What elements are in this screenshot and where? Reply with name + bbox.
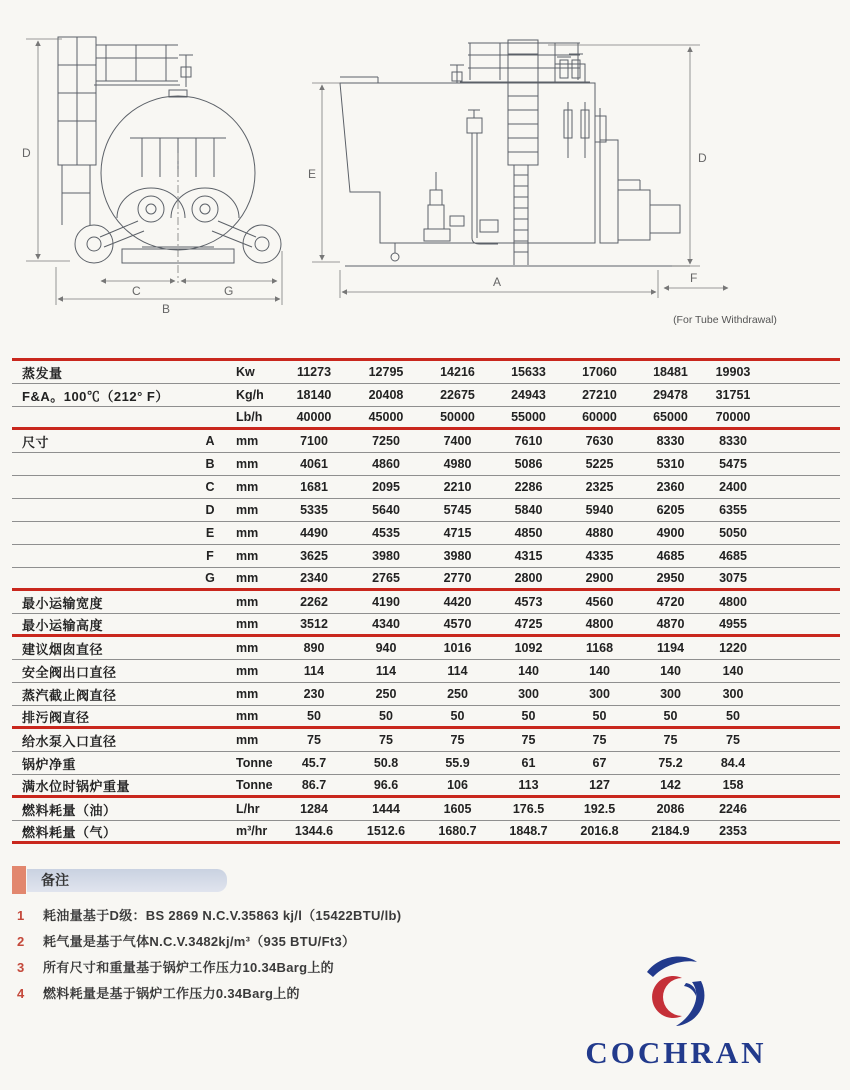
cell-value: 4850 [514,526,543,540]
cell-unit: L/hr [236,802,260,816]
cell-value: 2184.9 [651,824,690,838]
logo-red-crescent [652,976,682,1018]
cell-value: 176.5 [512,802,545,816]
cell-value: 2095 [372,480,400,494]
table-row [12,729,840,752]
cell-value: 67 [592,756,607,770]
cell-label: 蒸发量 [22,365,63,381]
cell-label: 尺寸 [22,434,50,450]
dim-label-b: B [162,302,171,316]
cell-value: 31751 [715,388,751,402]
note-number: 2 [17,934,25,949]
cell-value: 7630 [585,434,614,448]
note-number: 3 [17,960,25,975]
cell-value: 140 [518,664,539,678]
cell-value: 7100 [300,434,328,448]
shell-outline [340,77,595,243]
tube-withdrawal-caption: (For Tube Withdrawal) [673,314,777,326]
top-valve [179,55,193,87]
cell-value: 50 [307,709,321,723]
table-row [12,430,840,453]
cell-unit: Kg/h [236,388,264,402]
cell-value: 2765 [372,571,400,585]
cell-value: 1220 [719,641,747,655]
cell-value: 75.2 [658,756,683,770]
table-row [12,407,840,430]
cell-unit: Tonne [236,756,273,770]
cell-value: 4340 [372,617,400,631]
specification-table [12,358,840,844]
cell-label: 给水泵入口直径 [22,733,117,749]
cell-value: 127 [589,778,610,792]
cell-value: 29478 [653,388,688,402]
spec-table-body [12,361,840,844]
cell-value: 113 [518,778,539,792]
cell-value: 12795 [368,365,404,379]
note-item [12,931,652,949]
cell-value: 300 [589,687,610,701]
cell-unit: mm [236,503,259,517]
cell-value: 50.8 [373,756,399,770]
cell-label: 燃料耗量（油） [22,802,117,818]
cell-value: 4685 [719,549,747,563]
cell-value: 60000 [582,410,617,424]
cell-value: 1092 [514,641,543,655]
cell-value: 24943 [511,388,546,402]
cell-unit: mm [236,595,259,609]
cell-label: 锅炉净重 [22,756,77,772]
cell-unit: Tonne [236,778,273,792]
note-number: 1 [17,908,25,923]
logo-top-swoosh [647,957,697,977]
dimension-G [181,281,277,298]
cell-value: 4980 [443,457,472,471]
cell-value: 75 [592,733,607,747]
boiler-side-view-drawing [300,20,800,335]
table-row [12,637,840,660]
dimension-D [22,39,70,261]
cell-value: 2360 [656,480,685,494]
platform-railing [94,45,180,85]
cell-value: 2340 [300,571,328,585]
cell-sub: G [205,571,215,585]
cell-value: 8330 [719,434,747,448]
cell-label: 最小运输高度 [22,617,104,633]
dim-label-d: D [22,146,31,160]
notes-title: 备注 [41,872,69,888]
top-platform-railing [460,43,590,82]
note-text: 耗油量基于D级：BS 2869 N.C.V.35863 kj/l（15422BTU/lb) [43,908,402,923]
cell-value: 4715 [443,526,472,540]
cell-value: 86.7 [301,778,327,792]
table-row [12,499,840,522]
cell-sub: E [205,526,215,540]
cell-value: 4800 [585,617,614,631]
cell-value: 14216 [440,365,475,379]
cell-label: 满水位时锅炉重量 [22,778,131,794]
cell-value: 2800 [514,571,543,585]
table-row [12,591,840,614]
cell-value: 1848.7 [509,824,548,838]
safety-valve [450,65,464,83]
cell-unit: mm [236,664,259,678]
cell-value: 3075 [719,571,747,585]
dimension-B [56,251,282,316]
cell-value: 22675 [440,388,475,402]
cell-unit: mm [236,457,259,471]
ladder [508,40,538,265]
cell-value: 50 [450,709,465,723]
note-text: 所有尺寸和重量基于锅炉工作压力10.34Barg上的 [43,960,334,975]
cell-value: 7250 [372,434,400,448]
cell-value: 192.5 [583,802,616,816]
cell-value: 1444 [372,802,400,816]
cell-value: 2286 [514,480,543,494]
cell-value: 230 [303,687,325,701]
cell-value: 2210 [443,480,472,494]
cell-value: 890 [303,641,325,655]
cell-value: 1284 [300,802,328,816]
burner-assembly [600,140,680,243]
cell-value: 3980 [443,549,472,563]
cell-value: 1512.6 [366,824,406,838]
dim-label-a: A [493,275,502,289]
table-row [12,453,840,476]
cell-value: 5335 [300,503,328,517]
cell-unit: Kw [236,365,255,379]
cell-value: 50 [379,709,393,723]
cell-label: F&A。100℃（212° F） [22,388,169,404]
cell-value: 4573 [514,595,543,609]
cell-value: 4535 [372,526,400,540]
cell-value: 2950 [656,571,685,585]
cell-value: 2262 [300,595,328,609]
dim-label-g: G [224,284,234,298]
dim-label-c: C [132,284,141,298]
table-row [12,522,840,545]
cell-value: 1605 [443,802,472,816]
table-row [12,361,840,384]
cell-unit: m³/hr [236,824,268,838]
cell-value: 2770 [443,571,472,585]
table-row [12,752,840,775]
cell-unit: mm [236,733,259,747]
cell-value: 18481 [653,365,688,379]
cell-value: 1681 [300,480,328,494]
cell-value: 27210 [582,388,617,402]
cell-value: 75 [663,733,678,747]
cell-value: 75 [450,733,465,747]
table-row [12,775,840,798]
cell-label: 最小运输宽度 [22,595,104,611]
notes-title-bar [27,869,227,892]
cell-value: 6205 [656,503,685,517]
cell-value: 5050 [719,526,747,540]
cell-value: 158 [722,778,744,792]
cell-value: 70000 [715,410,751,424]
cell-value: 5745 [443,503,472,517]
cell-value: 140 [722,664,744,678]
cell-value: 61 [521,756,536,770]
cell-value: 4860 [372,457,400,471]
cell-unit: mm [236,617,259,631]
cell-value: 5940 [585,503,614,517]
cell-value: 15633 [511,365,546,379]
cell-sub: C [205,480,215,494]
notes-header [12,866,652,894]
cell-value: 114 [447,664,468,678]
table-row [12,476,840,499]
cell-value: 142 [660,778,681,792]
table-row [12,545,840,568]
cell-value: 3980 [372,549,400,563]
dim-label-e: E [308,167,317,181]
cell-value: 4335 [585,549,614,563]
cell-value: 8330 [656,434,685,448]
cell-value: 4955 [719,617,747,631]
cell-value: 2016.8 [580,824,619,838]
table-row [12,821,840,844]
cell-unit: mm [236,434,259,448]
cell-value: 45000 [368,410,404,424]
table-row [12,568,840,591]
cell-value: 300 [722,687,744,701]
cell-value: 4800 [719,595,747,609]
cell-value: 1016 [443,641,472,655]
dimension-F [664,271,728,288]
cell-value: 50 [521,709,536,723]
cell-value: 75 [726,733,740,747]
cell-value: 4061 [300,457,328,471]
boiler-front-view-drawing [10,25,300,325]
cell-value: 4490 [300,526,328,540]
cell-value: 1168 [585,641,614,655]
cell-value: 7400 [443,434,472,448]
cell-value: 50000 [440,410,475,424]
cell-value: 4720 [656,595,685,609]
cell-value: 4420 [443,595,472,609]
cell-value: 106 [447,778,468,792]
note-text: 耗气量是基于气体N.C.V.3482kj/m³（935 BTU/Ft3） [43,934,356,949]
cell-value: 55000 [511,410,546,424]
cell-label: 排污阀直径 [22,709,90,725]
cell-value: 140 [589,664,610,678]
cochran-logo-text: COCHRAN [585,1035,767,1070]
cell-value: 2325 [585,480,614,494]
cell-value: 140 [660,664,681,678]
cell-sub: B [205,457,215,471]
cell-sub: D [205,503,215,517]
cell-sub: A [205,434,215,448]
cell-value: 5310 [656,457,685,471]
cell-value: 4570 [443,617,472,631]
cell-value: 50 [726,709,740,723]
table-row [12,683,840,706]
cell-value: 45.7 [301,756,327,770]
cell-value: 84.4 [720,756,746,770]
cell-value: 4880 [585,526,614,540]
cell-value: 940 [375,641,397,655]
cell-value: 19903 [715,365,751,379]
cell-value: 2900 [585,571,614,585]
cell-value: 20408 [368,388,404,402]
cell-value: 1344.6 [294,824,334,838]
ladder-structure [58,37,96,225]
cell-value: 5225 [585,457,614,471]
cell-value: 5475 [719,457,747,471]
cochran-logo-mark [633,952,719,1032]
cell-value: 75 [521,733,536,747]
cell-unit: mm [236,549,259,563]
cell-value: 4870 [656,617,685,631]
cell-value: 2353 [719,824,747,838]
cell-value: 7610 [514,434,543,448]
notes-accent-chip [12,866,26,894]
cell-value: 114 [375,664,397,678]
dimension-E [308,83,340,262]
cell-value: 114 [303,664,325,678]
cell-value: 3625 [300,549,328,563]
cell-value: 5640 [372,503,400,517]
table-row [12,706,840,729]
cell-value: 50 [592,709,607,723]
cell-value: 4190 [372,595,400,609]
note-item [12,905,652,923]
feed-pipe [467,110,498,244]
cell-label: 安全阀出口直径 [22,664,117,680]
blowdown-drain [391,243,399,261]
cell-value: 96.6 [373,778,399,792]
table-row [12,614,840,637]
cell-label: 燃料耗量（气） [22,824,117,840]
cell-value: 250 [447,687,468,701]
cell-unit: Lb/h [236,410,263,424]
cell-unit: mm [236,641,259,655]
cell-value: 6355 [719,503,747,517]
cell-value: 75 [307,733,321,747]
cell-label: 建议烟囱直径 [22,641,104,657]
cell-value: 18140 [296,388,332,402]
note-number: 4 [17,986,25,1001]
cell-value: 11273 [296,365,332,379]
dimension-C [101,281,175,298]
cell-value: 1680.7 [438,824,477,838]
dimension-A [340,270,658,298]
cell-value: 65000 [653,410,688,424]
cell-value: 50 [663,709,678,723]
cell-unit: mm [236,687,259,701]
cochran-logo [548,952,804,1071]
dim-label-d: D [698,151,707,165]
cell-value: 4685 [656,549,685,563]
cell-value: 4900 [656,526,685,540]
feed-pump [424,172,464,241]
cell-value: 55.9 [445,756,470,770]
cell-value: 17060 [582,365,617,379]
cell-value: 40000 [296,410,332,424]
cell-unit: mm [236,571,259,585]
cell-value: 3512 [300,617,328,631]
cell-value: 300 [518,687,539,701]
cell-label: 蒸汽截止阀直径 [22,687,117,703]
cell-sub: F [206,549,214,563]
cell-value: 2400 [719,480,747,494]
table-row [12,798,840,821]
cell-value: 250 [375,687,397,701]
cell-value: 5086 [514,457,543,471]
cell-value: 4725 [514,617,543,631]
table-row [12,384,840,407]
cell-value: 4315 [514,549,543,563]
cell-value: 4560 [585,595,614,609]
table-row [12,660,840,683]
dim-label-f: F [690,271,698,285]
cell-value: 2086 [656,802,685,816]
note-text: 燃料耗量是基于锅炉工作压力0.34Barg上的 [43,986,300,1001]
cell-value: 75 [379,733,393,747]
cell-value: 5840 [514,503,543,517]
cell-value: 2246 [719,802,747,816]
cell-unit: mm [236,526,259,540]
cell-value: 300 [660,687,681,701]
cell-unit: mm [236,709,259,723]
cell-value: 1194 [656,641,685,655]
cell-unit: mm [236,480,259,494]
